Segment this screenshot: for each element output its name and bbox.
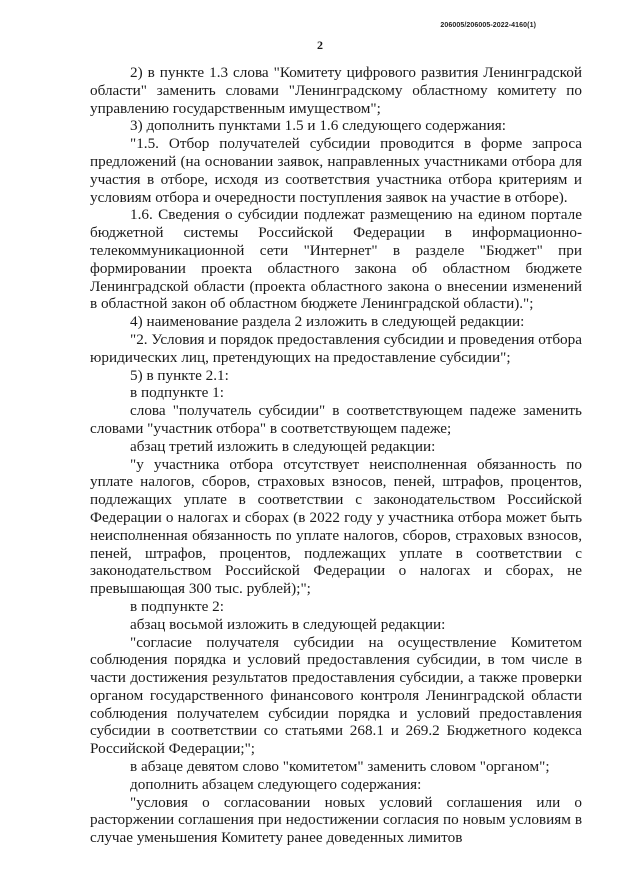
paragraph-item-3: 3) дополнить пунктами 1.5 и 1.6 следующего содержания: <box>130 117 506 135</box>
paragraph-conditions: "условия о согласовании новых условий соглашения или о расторжении соглашения при недостижении согласия по новым условиям в случае уменьшения Комитету ранее доведенных лимитов <box>90 793 582 847</box>
paragraph-consent: "согласие получателя субсидии на осуществление Комитетом соблюдения порядка и условий предоставления субсидии, в том числе в части достижения результатов предоставления субсидии, а также проверки органом государственного финансового контроля Ленинградской области соблюдения получателем субсидии порядка и условий предоставления субсидии в соответствии со статьями 268.1 и 269.2 Бюджетного кодекса Российской Федерации;"; <box>90 633 582 758</box>
paragraph-subitem-1: в подпункте 1: <box>130 384 224 402</box>
paragraph-subitem-2: в подпункте 2: <box>130 597 224 615</box>
paragraph-third-abzac: абзац третий изложить в следующей редакции: <box>130 437 436 455</box>
document-id: 206005/206005-2022-4160(1) <box>440 22 536 29</box>
paragraph-item-2: 2) в пункте 1.3 слова "Комитету цифрового развития Ленинградской области" заменить словами "Ленинградскому областному комитету по управлению государственным имуществом"; <box>90 64 582 117</box>
paragraph-replace-words: слова "получатель субсидии" в соответствующем падеже заменить словами "участник отбора" в соответствующем падеже; <box>90 402 582 437</box>
paragraph-ninth-abzac: в абзаце девятом слово "комитетом" заменить словом "органом"; <box>130 758 550 776</box>
document-body <box>90 64 582 847</box>
paragraph-add-abzac: дополнить абзацем следующего содержания: <box>130 775 422 793</box>
paragraph-eighth-abzac: абзац восьмой изложить в следующей редакции: <box>130 615 446 633</box>
paragraph-tax-obligation: "у участника отбора отсутствует неисполненная обязанность по уплате налогов, сборов, страховых взносов, пеней, штрафов, процентов, подлежащих уплате в соответствии с законодательством Российской Федерации о налогах и сборах (в 2022 году у участника отбора может быть неисполненная обязанность по уплате налогов, сборов, страховых взносов, пеней, штрафов, процентов, подлежащих уплате в соответствии с законодательством Российской Федерации о налогах и сборах, не превышающая 300 тыс. рублей);"; <box>90 455 582 598</box>
paragraph-item-5: 5) в пункте 2.1: <box>130 366 229 384</box>
paragraph-point-1-5: "1.5. Отбор получателей субсидии проводится в форме запроса предложений (на основании заявок, направленных участниками отбора для участия в отборе, исходя из соответствия участника отбора критериям и условиям отбора и очередности поступления заявок на участие в отборе). <box>90 135 582 206</box>
paragraph-section-2-title: "2. Условия и порядок предоставления субсидии и проведения отбора юридических лиц, претендующих на предоставление субсидии"; <box>90 330 582 366</box>
paragraph-item-4: 4) наименование раздела 2 изложить в следующей редакции: <box>130 313 525 331</box>
paragraph-point-1-6: 1.6. Сведения о субсидии подлежат размещению на едином портале бюджетной системы Российской Федерации в информационно-телекоммуникационной сети "Интернет" в разделе "Бюджет" при формировании проекта областного закона об областном бюджете Ленинградской области (проекта областного закона о внесении изменений в областной закон об областном бюджете Ленинградской области)."; <box>90 206 582 313</box>
page-number: 2 <box>317 38 323 52</box>
